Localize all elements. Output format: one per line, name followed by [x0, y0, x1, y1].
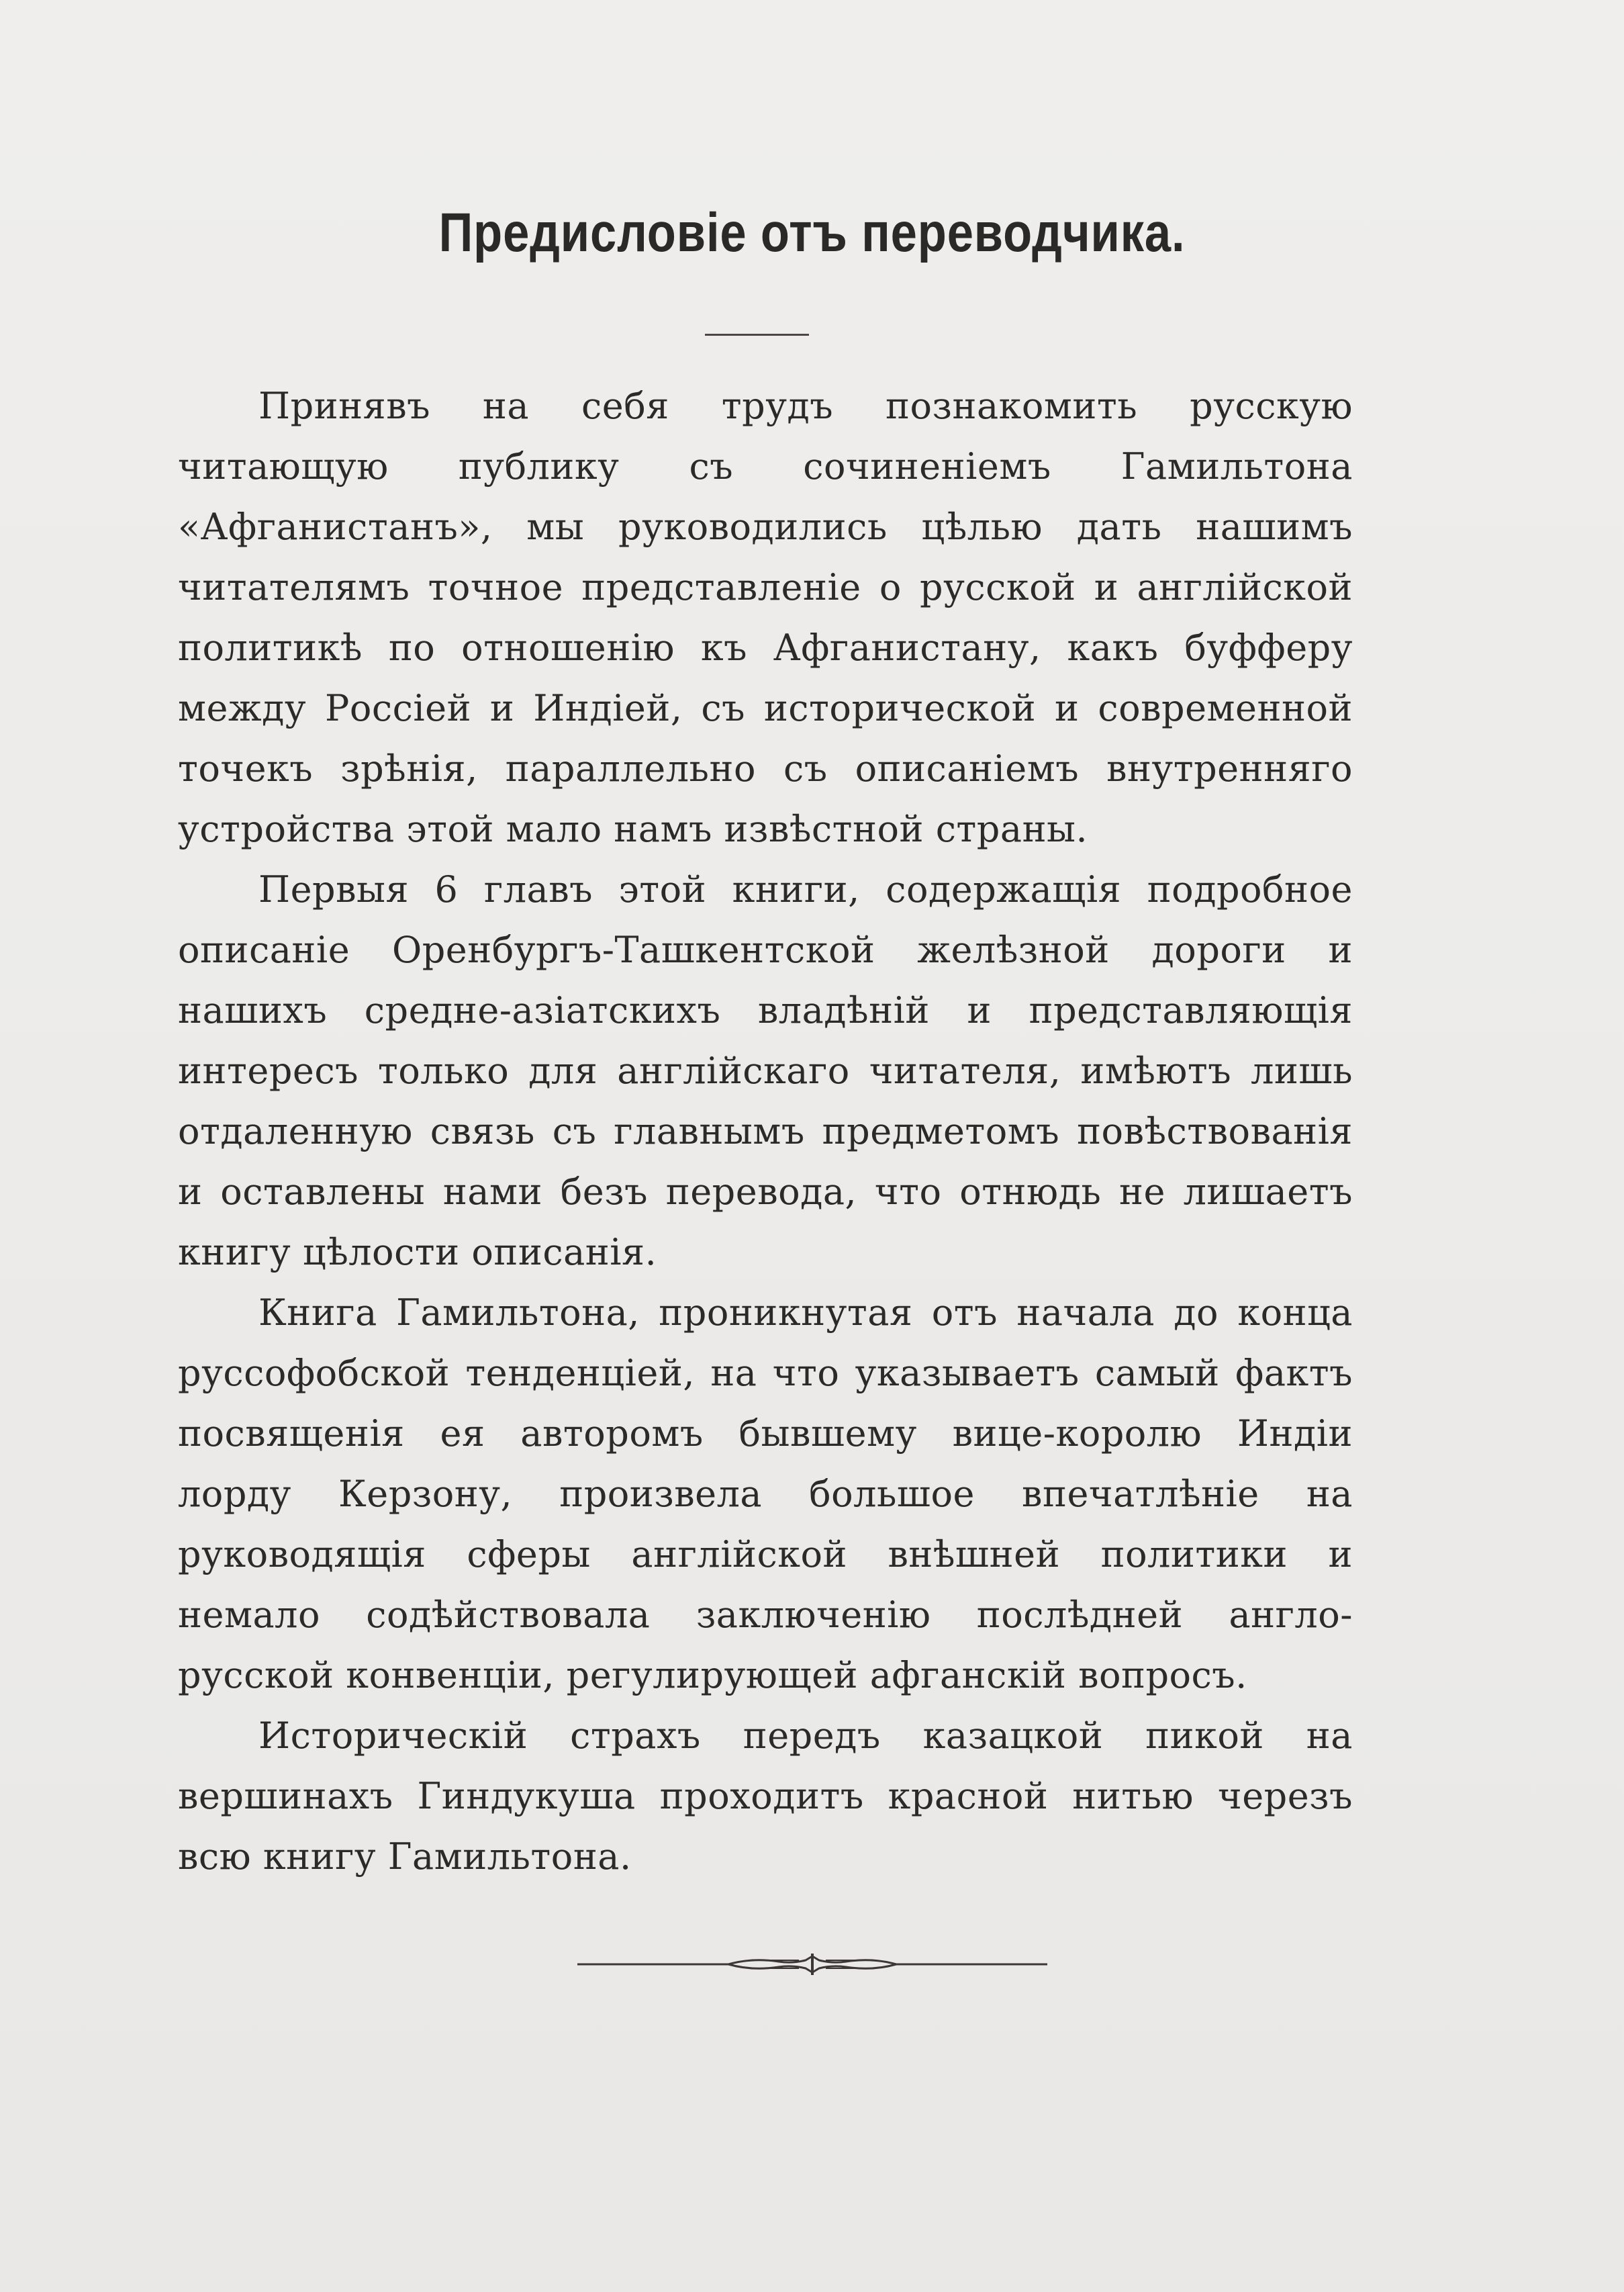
- paragraph-4: Историческій страхъ передъ казацкой пикой на вершинахъ Гиндукуша проходитъ красной нитью черезъ всю книгу Гамильтона.: [178, 1714, 1353, 1878]
- page-title: Предисловіе отъ переводчика.: [438, 202, 1186, 263]
- body-text: [178, 376, 1353, 1887]
- paragraph-3: Книга Гамильтона, проникнутая отъ начала до конца руссофобской тенденціей, на что указываетъ самый фактъ посвященія ея авторомъ бывшему вице-королю Индіи лорду Керзону, произвела большое впечатлѣніе на руководящія сферы англійской внѣшней политики и немало содѣйствовала заключенію послѣдней англо-русской конвенціи, регулирующей афганскій вопросъ.: [178, 1291, 1353, 1696]
- paragraph-2: Первыя 6 главъ этой книги, содержащія подробное описаніе Оренбургъ-Ташкентской желѣзной дороги и нашихъ средне-азіатскихъ владѣній и представляющія интересъ только для англійскаго читателя, имѣютъ лишь отдаленную связь съ главнымъ предметомъ повѣствованія и оставлены нами безъ перевода, что отнюдь не лишаетъ книгу цѣлости описанія.: [178, 868, 1353, 1273]
- title-divider: [705, 334, 809, 336]
- paragraph-1: Принявъ на себя трудъ познакомить русскую читающую публику съ сочиненіемъ Гамильтона «Афганистанъ», мы руководились цѣлью дать нашимъ читателямъ точное представленіе о русской и англійской политикѣ по отношенію къ Афганистану, какъ буфферу между Россіей и Индіей, съ исторической и современной точекъ зрѣнія, параллельно съ описаніемъ внутренняго устройства этой мало намъ извѣстной страны.: [178, 385, 1353, 850]
- decorative-divider-icon: [577, 1951, 1047, 1978]
